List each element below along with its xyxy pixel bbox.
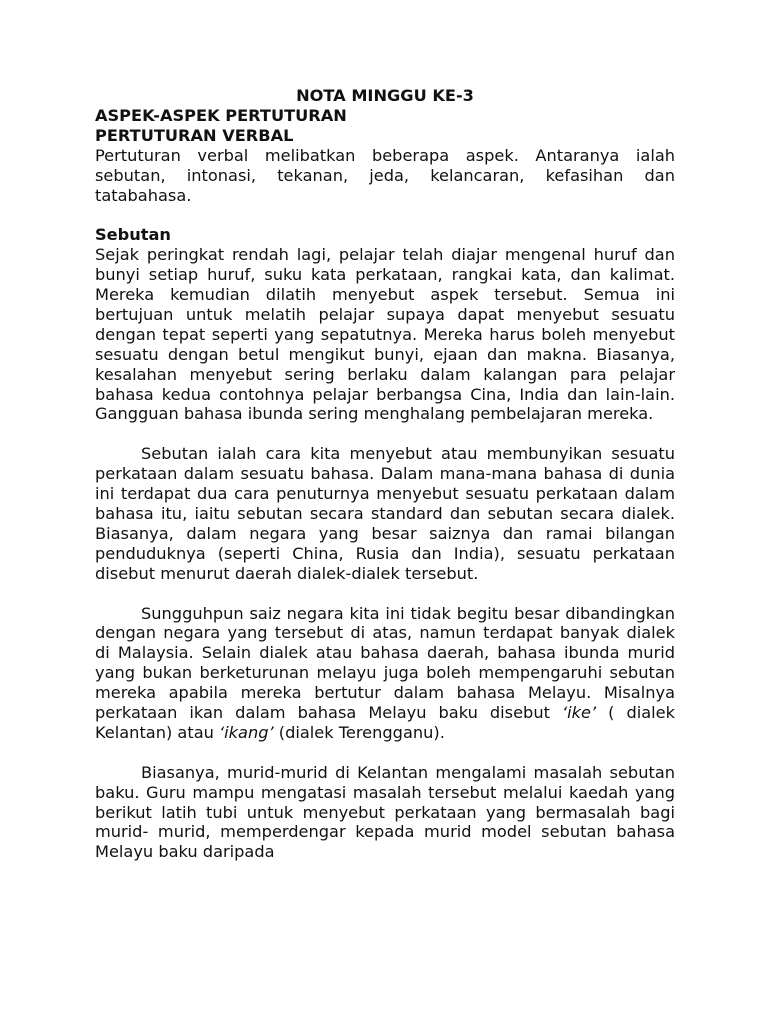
paragraph-3-text-b: ( dialek Kelantan) atau bbox=[95, 703, 676, 742]
section-heading: Sebutan bbox=[95, 225, 171, 245]
paragraph-3-text-a: Sungguhpun saiz negara kita ini tidak begitu besar dibandingkan dengan negara yang tersebut di atas, namun terdapat banyak dialek di Malaysia. Selain dialek atau bahasa daerah, bahasa ibunda murid yang bukan berketurunan melayu juga boleh mempengaruhi sebutan mereka apabila mereka bertutur dalam bahasa Melayu. Misalnya perkataan ikan dalam bahasa Melayu baku disebut bbox=[95, 603, 675, 723]
document-page bbox=[95, 86, 675, 862]
dialect-word-ike: ‘ike’ bbox=[561, 703, 597, 723]
spacer bbox=[95, 205, 675, 225]
spacer bbox=[95, 743, 675, 763]
main-heading: ASPEK-ASPEK PERTUTURAN bbox=[95, 105, 347, 125]
dialect-word-ikang: ‘ikang’ bbox=[219, 722, 274, 742]
paragraph-2: Sebutan ialah cara kita menyebut atau membunyikan sesuatu perkataan dalam sesuatu bahasa. Dalam mana-mana bahasa di dunia ini terdapat dua cara penuturnya menyebut sesuatu perkataan dalam bahasa itu, iaitu sebutan secara standard dan sebutan secara dialek. Biasanya, dalam negara yang besar saiznya dan ramai bilangan penduduknya (seperti China, Rusia dan India), sesuatu perkataan disebut menurut daerah dialek-dialek tersebut. bbox=[95, 444, 675, 583]
paragraph-4: Biasanya, murid-murid di Kelantan mengalami masalah sebutan baku. Guru mampu mengatasi masalah tersebut melalui kaedah yang berikut latih tubi untuk menyebut perkataan yang bermasalah bagi murid- murid, memperdengar kepada murid model sebutan bahasa Melayu baku daripada bbox=[95, 762, 675, 862]
document-title: NOTA MINGGU KE-3 bbox=[296, 86, 474, 105]
spacer bbox=[95, 584, 675, 604]
paragraph-3 bbox=[95, 604, 675, 743]
sub-heading: PERTUTURAN VERBAL bbox=[95, 125, 294, 145]
paragraph-3-text-c: (dialek Terengganu). bbox=[273, 722, 445, 742]
intro-paragraph: Pertuturan verbal melibatkan beberapa aspek. Antaranya ialah sebutan, intonasi, tekanan, jeda, kelancaran, kefasihan dan tatabahasa. bbox=[95, 145, 675, 205]
spacer bbox=[95, 424, 675, 444]
paragraph-1: Sejak peringkat rendah lagi, pelajar telah diajar mengenal huruf dan bunyi setiap huruf, suku kata perkataan, rangkai kata, dan kalimat. Mereka kemudian dilatih menyebut aspek tersebut. Semua ini bertujuan untuk melatih pelajar supaya dapat menyebut sesuatu dengan tepat seperti yang sepatutnya. Mereka harus boleh menyebut sesuatu dengan betul mengikut bunyi, ejaan dan makna. Biasanya, kesalahan menyebut sering berlaku dalam kalangan para pelajar bahasa kedua contohnya pelajar berbangsa Cina, India dan lain-lain. Gangguan bahasa ibunda sering menghalang pembelajaran mereka. bbox=[95, 245, 675, 424]
